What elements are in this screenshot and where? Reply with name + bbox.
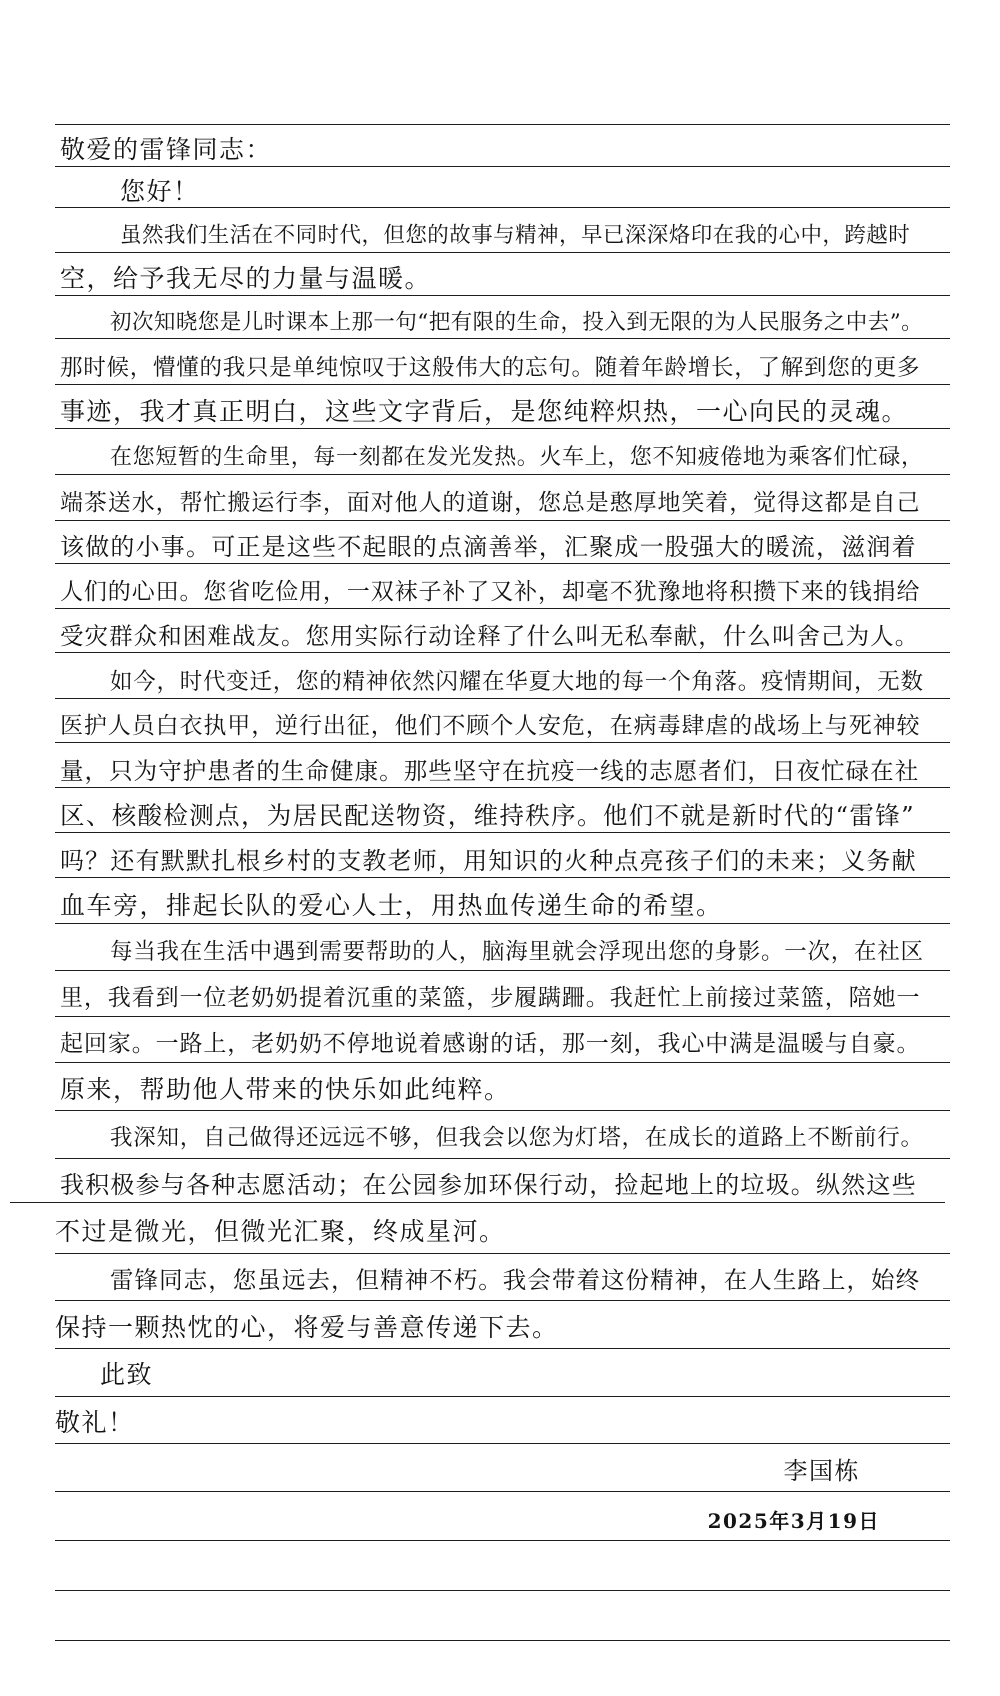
ruled-line [55, 652, 950, 653]
letter-line: 我积极参与各种志愿活动；在公园参加环保行动，捡起地上的垃圾。纵然这些 [60, 1171, 917, 1199]
ruled-line [55, 1348, 950, 1349]
letter-line: 不过是微光，但微光汇聚，终成星河。 [55, 1217, 506, 1246]
letter-line: 如今，时代变迁，您的精神依然闪耀在华夏大地的每一个角落。疫情期间，无数 [110, 669, 924, 695]
ruled-line [10, 1202, 945, 1203]
ruled-line [55, 970, 950, 971]
letter-line: 起回家。一路上，老奶奶不停地说着感谢的话，那一刻，我心中满是温暖与自豪。 [60, 1031, 921, 1057]
greeting: 您好！ [120, 177, 200, 206]
letter-line: 我深知，自己做得还远远不够，但我会以您为灯塔，在成长的道路上不断前行。 [110, 1125, 924, 1151]
letter-line: 初次知晓您是儿时课本上那一句“把有限的生命，投入到无限的为人民服务之中去”。 [110, 310, 924, 335]
ruled-line [55, 923, 950, 924]
ruled-line [55, 1158, 950, 1159]
ruled-line [55, 787, 950, 788]
ruled-line [55, 1443, 950, 1444]
ruled-line [55, 474, 950, 475]
letter-date: 2025年3月19日 [707, 1509, 880, 1533]
letter-line: 在您短暂的生命里，每一刻都在发光发热。火车上，您不知疲倦地为乘客们忙碌， [110, 445, 924, 470]
letter-line: 原来，帮助他人带来的快乐如此纯粹。 [60, 1075, 511, 1104]
letter-line: 雷锋同志，您虽远去，但精神不朽。我会带着这份精神，在人生路上，始终 [110, 1266, 921, 1294]
letter-line: 量，只为守护患者的生命健康。那些坚守在抗疫一线的志愿者们，日夜忙碌在社 [60, 757, 920, 785]
ruled-line [55, 1540, 950, 1541]
ruled-line [55, 1110, 950, 1111]
letter-line: 该做的小事。可正是这些不起眼的点滴善举，汇聚成一股强大的暖流，滋润着 [60, 533, 917, 561]
ruled-line [55, 698, 950, 699]
letter-line: 里，我看到一位老奶奶提着沉重的菜篮，步履蹒跚。我赶忙上前接过菜篮，陪她一 [60, 985, 921, 1011]
ruled-line [55, 1253, 950, 1254]
ruled-line [55, 1590, 950, 1591]
letter-line: 血车旁，排起长队的爱心人士，用热血传递生命的希望。 [60, 891, 723, 920]
letter-line: 受灾群众和困难战友。您用实际行动诠释了什么叫无私奉献，什么叫舍己为人。 [60, 622, 920, 650]
letter-line: 区、核酸检测点，为居民配送物资，维持秩序。他们不就是新时代的“雷锋” [60, 801, 915, 830]
letter-line: 端茶送水，帮忙搬运行李，面对他人的道谢，您总是憨厚地笑着，觉得这都是自己 [60, 490, 921, 516]
letter-line: 每当我在生活中遇到需要帮助的人，脑海里就会浮现出您的身影。一次，在社区 [110, 939, 924, 965]
salutation: 敬爱的雷锋同志： [60, 135, 273, 164]
letter-line: 保持一颗热忱的心，将爱与善意传递下去。 [55, 1313, 559, 1342]
letter-line: 人们的心田。您省吃俭用，一双袜子补了又补，却毫不犹豫地将积攒下来的钱捐给 [60, 579, 921, 605]
ruled-line [55, 877, 950, 878]
ruled-line [55, 338, 950, 339]
ruled-line [55, 124, 950, 125]
letter-line: 空，给予我无尽的力量与温暖。 [60, 264, 432, 293]
ruled-line [55, 520, 950, 521]
ruled-line [55, 252, 950, 253]
ruled-line [55, 295, 950, 296]
ruled-line [55, 207, 950, 208]
ruled-line [55, 1491, 950, 1492]
ruled-line [55, 1300, 950, 1301]
signature: 李国栋 [783, 1457, 860, 1485]
ruled-line [55, 1016, 950, 1017]
ruled-line [55, 608, 950, 609]
letter-line: 那时候，懵懂的我只是单纯惊叹于这般伟大的忘句。随着年龄增长，了解到您的更多 [60, 355, 921, 381]
letter-line: 医护人员白衣执甲，逆行出征，他们不顾个人安危，在病毒肆虐的战场上与死神较 [60, 713, 921, 739]
closing-jing-li: 敬礼！ [55, 1408, 135, 1437]
closing-ci-zhi: 此致 [100, 1360, 154, 1389]
ruled-line [55, 1062, 950, 1063]
ruled-line [55, 563, 950, 564]
ruled-line [55, 742, 950, 743]
letter-line: 事迹，我才真正明白，这些文字背后，是您纯粹炽热，一心向民的灵魂。 [60, 397, 909, 426]
ruled-line [55, 384, 950, 385]
ruled-line [55, 1396, 950, 1397]
ruled-line [55, 428, 950, 429]
ruled-line [55, 1640, 950, 1641]
letter-line: 虽然我们生活在不同时代，但您的故事与精神，早已深深烙印在我的心中，跨越时 [120, 223, 911, 248]
ruled-line [55, 166, 950, 167]
letter-line: 吗？还有默默扎根乡村的支教老师，用知识的火种点亮孩子们的未来；义务献 [60, 847, 917, 875]
ruled-line [55, 832, 950, 833]
